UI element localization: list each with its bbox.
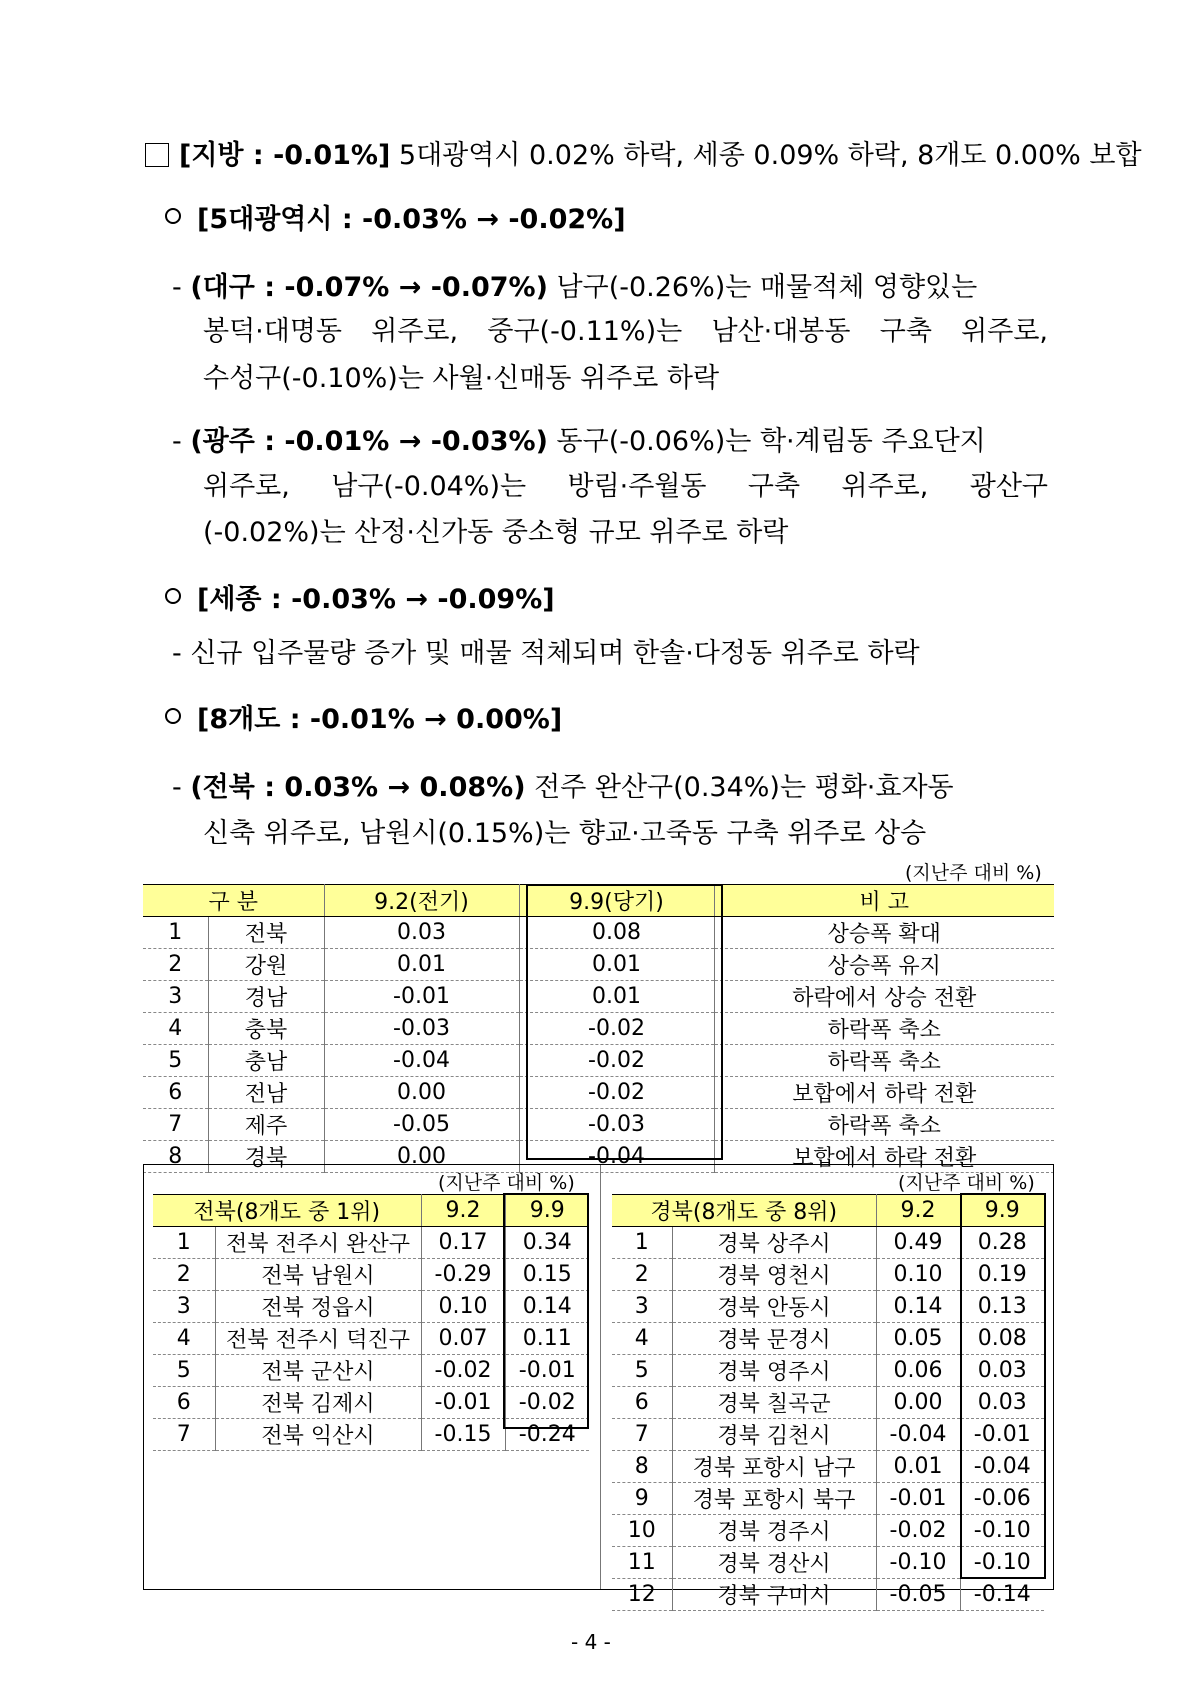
this-week-value: 0.03 (960, 1355, 1044, 1387)
row-number: 6 (612, 1387, 672, 1419)
region-name: 경북 구미시 (672, 1579, 876, 1611)
region-name: 전북 군산시 (215, 1355, 421, 1387)
dash-bullet: - (172, 772, 191, 803)
metro-title-text: [5대광역시 : -0.03% → -0.02%] (197, 204, 626, 235)
this-week-value: -0.10 (960, 1547, 1044, 1579)
this-week-value: 0.13 (960, 1291, 1044, 1323)
row-number: 3 (153, 1291, 215, 1323)
this-week-value: 0.34 (505, 1227, 589, 1259)
region-name: 경북 경주시 (672, 1515, 876, 1547)
prev-week-value: 0.01 (324, 949, 519, 981)
prev-week-value: -0.04 (324, 1045, 519, 1077)
this-week-value: 0.11 (505, 1323, 589, 1355)
gyeongbuk-header-curr: 9.9 (960, 1195, 1044, 1227)
this-week-value: -0.06 (960, 1483, 1044, 1515)
this-week-value: -0.02 (519, 1045, 714, 1077)
prev-week-value: -0.29 (421, 1259, 505, 1291)
this-week-value: -0.02 (519, 1013, 714, 1045)
daegu-line-1 (172, 270, 977, 306)
prev-week-value: 0.49 (876, 1227, 960, 1259)
dash-bullet: - (172, 638, 191, 669)
header-prev-week: 9.2(전기) (324, 885, 519, 917)
region-name: 경북 (208, 1141, 324, 1173)
prev-week-value: 0.07 (421, 1323, 505, 1355)
row-number: 12 (612, 1579, 672, 1611)
jeonbuk-current-highlight-box (503, 1193, 589, 1429)
row-number: 8 (143, 1141, 208, 1173)
sejong-title-text: [세종 : -0.03% → -0.09%] (197, 584, 555, 615)
this-week-value: -0.04 (519, 1141, 714, 1173)
remark: 하락폭 축소 (714, 1109, 1054, 1141)
jeonbuk-header-region: 전북(8개도 중 1위) (153, 1195, 421, 1227)
this-week-value: 0.08 (519, 917, 714, 949)
row-number: 4 (153, 1323, 215, 1355)
remark: 하락폭 축소 (714, 1045, 1054, 1077)
dash-bullet: - (172, 426, 191, 457)
jeonbuk-header-prev: 9.2 (421, 1195, 505, 1227)
daegu-line-2: 봉덕·대명동 위주로, 중구(-0.11%)는 남산·대봉동 구축 위주로, (203, 316, 1048, 347)
region-name: 전북 전주시 덕진구 (215, 1323, 421, 1355)
gwangju-line-3: (-0.02%)는 산정·신가동 중소형 규모 위주로 하락 (203, 517, 789, 548)
region-name: 충남 (208, 1045, 324, 1077)
prev-week-value: 0.14 (876, 1291, 960, 1323)
region-label: [지방 : -0.01%] (179, 140, 391, 171)
prev-week-value: 0.00 (324, 1077, 519, 1109)
section-heading (145, 138, 1142, 174)
bullet-circle-icon (165, 708, 181, 724)
gyeongbuk-table-row (612, 1579, 1044, 1611)
region-name: 충북 (208, 1013, 324, 1045)
region-name: 경북 문경시 (672, 1323, 876, 1355)
region-name: 강원 (208, 949, 324, 981)
prev-week-value: -0.01 (876, 1483, 960, 1515)
this-week-value: 0.15 (505, 1259, 589, 1291)
row-number: 1 (612, 1227, 672, 1259)
gwangju-line-2: 위주로, 남구(-0.04%)는 방림·주월동 구축 위주로, 광산구 (203, 471, 1048, 502)
prev-week-value: -0.10 (876, 1547, 960, 1579)
daegu-label: (대구 : -0.07% → -0.07%) (190, 272, 548, 303)
row-number: 1 (153, 1227, 215, 1259)
row-number: 5 (612, 1355, 672, 1387)
remark: 보합에서 하락 전환 (714, 1077, 1054, 1109)
row-number: 9 (612, 1483, 672, 1515)
prev-week-value: -0.02 (876, 1515, 960, 1547)
prev-week-value: 0.10 (421, 1291, 505, 1323)
header-remarks: 비 고 (714, 885, 1054, 917)
this-week-value: -0.04 (960, 1451, 1044, 1483)
prev-week-value: 0.01 (876, 1451, 960, 1483)
row-number: 7 (153, 1419, 215, 1451)
header-this-week: 9.9(당기) (519, 885, 714, 917)
this-week-value: -0.14 (960, 1579, 1044, 1611)
gwangju-line-1 (172, 424, 986, 460)
prev-week-value: 0.10 (876, 1259, 960, 1291)
region-name: 전북 익산시 (215, 1419, 421, 1451)
this-week-value: -0.01 (505, 1355, 589, 1387)
region-summary: 5대광역시 0.02% 하락, 세종 0.09% 하락, 8개도 0.00% 보합 (390, 140, 1142, 171)
remark: 하락폭 축소 (714, 1013, 1054, 1045)
region-name: 경북 경산시 (672, 1547, 876, 1579)
gyeongbuk-header-region: 경북(8개도 중 8위) (612, 1195, 876, 1227)
remark: 보합에서 하락 전환 (714, 1141, 1054, 1173)
jeonbuk-label: (전북 : 0.03% → 0.08%) (190, 772, 526, 803)
row-number: 5 (153, 1355, 215, 1387)
region-name: 경북 칠곡군 (672, 1387, 876, 1419)
region-name: 경북 상주시 (672, 1227, 876, 1259)
prev-week-value: -0.05 (876, 1579, 960, 1611)
region-name: 제주 (208, 1109, 324, 1141)
row-number: 7 (143, 1109, 208, 1141)
prev-week-value: 0.00 (324, 1141, 519, 1173)
row-number: 11 (612, 1547, 672, 1579)
row-number: 10 (612, 1515, 672, 1547)
row-number: 8 (612, 1451, 672, 1483)
this-week-value: 0.01 (519, 981, 714, 1013)
provinces-title-text: [8개도 : -0.01% → 0.00%] (197, 704, 563, 735)
this-week-value: 0.28 (960, 1227, 1044, 1259)
sejong-title (165, 582, 555, 618)
row-number: 6 (153, 1387, 215, 1419)
gwangju-label: (광주 : -0.01% → -0.03%) (190, 426, 548, 457)
region-name: 경북 안동시 (672, 1291, 876, 1323)
prev-week-value: 0.05 (876, 1323, 960, 1355)
this-week-value: 0.14 (505, 1291, 589, 1323)
remark: 하락에서 상승 전환 (714, 981, 1054, 1013)
prev-week-value: -0.03 (324, 1013, 519, 1045)
row-number: 2 (612, 1259, 672, 1291)
page-number: - 4 - (571, 1630, 611, 1654)
this-week-value: -0.03 (519, 1109, 714, 1141)
header-category: 구 분 (143, 885, 324, 917)
prev-week-value: 0.03 (324, 917, 519, 949)
remark: 상승폭 유지 (714, 949, 1054, 981)
prev-week-value: -0.05 (324, 1109, 519, 1141)
daegu-text-1: 남구(-0.26%)는 매물적체 영향있는 (547, 272, 978, 303)
dash-bullet: - (172, 272, 191, 303)
jeonbuk-line-1 (172, 770, 954, 806)
row-number: 4 (143, 1013, 208, 1045)
prev-week-value: -0.01 (324, 981, 519, 1013)
prev-week-value: -0.01 (421, 1387, 505, 1419)
region-name: 전북 정읍시 (215, 1291, 421, 1323)
gyeongbuk-header-prev: 9.2 (876, 1195, 960, 1227)
gyeongbuk-current-highlight-box (960, 1193, 1046, 1579)
row-number: 3 (612, 1291, 672, 1323)
region-name: 경북 포항시 북구 (672, 1483, 876, 1515)
region-name: 경북 영천시 (672, 1259, 876, 1291)
row-number: 2 (143, 949, 208, 981)
this-week-value: 0.19 (960, 1259, 1044, 1291)
this-week-value: 0.01 (519, 949, 714, 981)
prev-week-value: -0.04 (876, 1419, 960, 1451)
main-table-unit: (지난주 대비 %) (905, 862, 1042, 884)
sejong-line-1 (172, 636, 920, 672)
jeonbuk-header-curr: 9.9 (505, 1195, 589, 1227)
current-week-highlight-box (526, 884, 723, 1160)
prev-week-value: 0.17 (421, 1227, 505, 1259)
checkbox-square-icon (145, 143, 169, 167)
region-name: 전북 (208, 917, 324, 949)
jeonbuk-table-unit: (지난주 대비 %) (438, 1172, 575, 1194)
this-week-value: -0.10 (960, 1515, 1044, 1547)
remark: 상승폭 확대 (714, 917, 1054, 949)
this-week-value: -0.01 (960, 1419, 1044, 1451)
prev-week-value: -0.02 (421, 1355, 505, 1387)
daegu-line-3: 수성구(-0.10%)는 사월·신매동 위주로 하락 (203, 363, 720, 394)
this-week-value: -0.02 (505, 1387, 589, 1419)
jeonbuk-text-1: 전주 완산구(0.34%)는 평화·효자동 (525, 772, 954, 803)
prev-week-value: 0.00 (876, 1387, 960, 1419)
row-number: 2 (153, 1259, 215, 1291)
sejong-text: 신규 입주물량 증가 및 매물 적체되며 한솔·다정동 위주로 하락 (190, 638, 920, 669)
region-name: 전북 남원시 (215, 1259, 421, 1291)
prev-week-value: -0.15 (421, 1419, 505, 1451)
region-name: 경북 포항시 남구 (672, 1451, 876, 1483)
region-name: 경북 김천시 (672, 1419, 876, 1451)
gwangju-text-1: 동구(-0.06%)는 학·계림동 주요단지 (547, 426, 986, 457)
region-name: 전남 (208, 1077, 324, 1109)
row-number: 3 (143, 981, 208, 1013)
region-name: 전북 김제시 (215, 1387, 421, 1419)
metro-title (165, 202, 626, 238)
this-week-value: -0.02 (519, 1077, 714, 1109)
row-number: 7 (612, 1419, 672, 1451)
row-number: 5 (143, 1045, 208, 1077)
jeonbuk-line-2: 신축 위주로, 남원시(0.15%)는 향교·고죽동 구축 위주로 상승 (203, 818, 927, 849)
row-number: 1 (143, 917, 208, 949)
subtables-divider (600, 1165, 601, 1589)
this-week-value: 0.08 (960, 1323, 1044, 1355)
row-number: 6 (143, 1077, 208, 1109)
region-name: 경북 영주시 (672, 1355, 876, 1387)
prev-week-value: 0.06 (876, 1355, 960, 1387)
region-name: 전북 전주시 완산구 (215, 1227, 421, 1259)
row-number: 4 (612, 1323, 672, 1355)
bullet-circle-icon (165, 588, 181, 604)
gyeongbuk-table-unit: (지난주 대비 %) (898, 1172, 1035, 1194)
provinces-title (165, 702, 562, 738)
this-week-value: -0.24 (505, 1419, 589, 1451)
bullet-circle-icon (165, 208, 181, 224)
region-name: 경남 (208, 981, 324, 1013)
this-week-value: 0.03 (960, 1387, 1044, 1419)
